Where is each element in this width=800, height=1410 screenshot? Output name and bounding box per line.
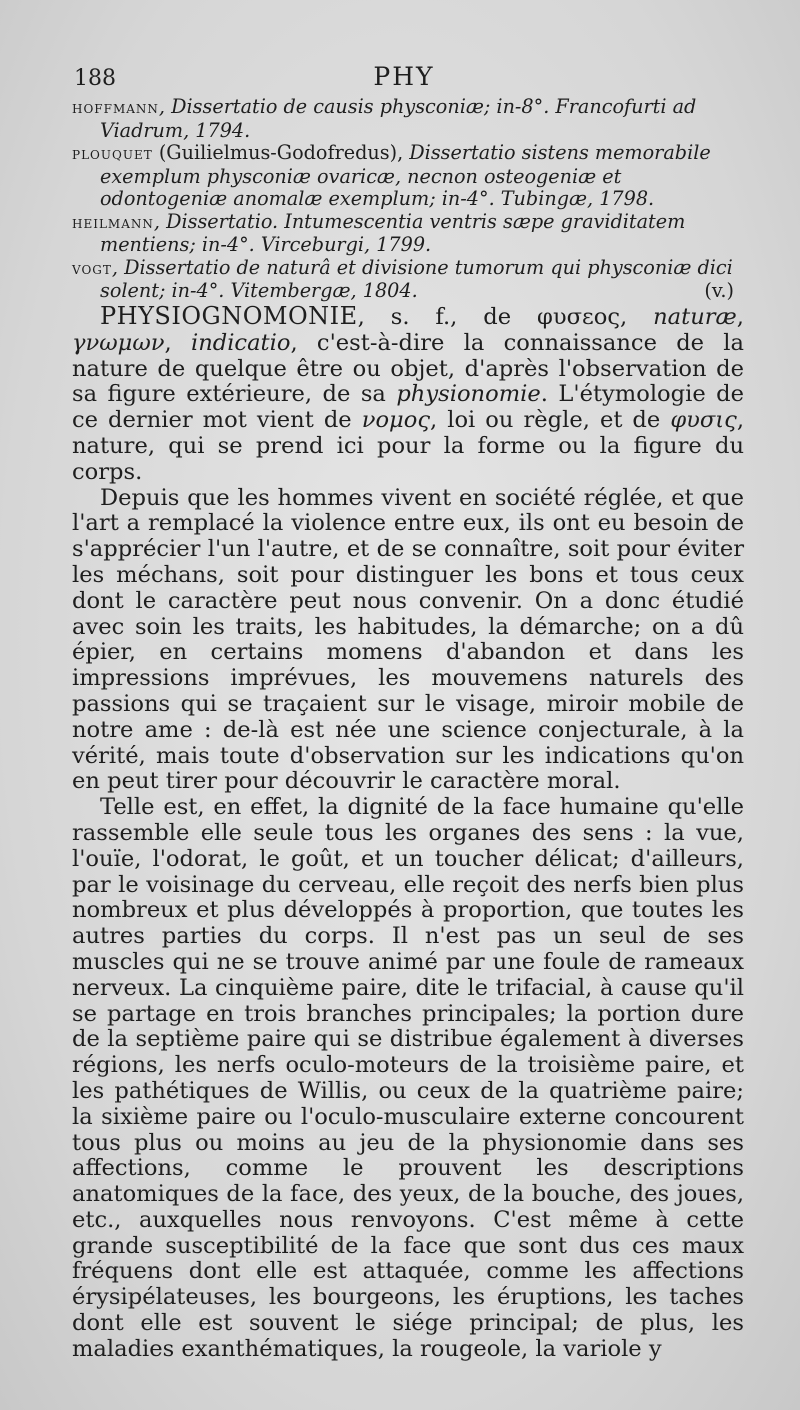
text-run: , loi ou règle, et de — [430, 407, 671, 434]
bibliography-entry — [72, 211, 740, 257]
article-paragraph: Telle est, en effet, la dignité de la face humaine qu'elle rassemble elle seule tous les organes des sens : la vue, l'ouïe, l'odorat, le goût, et un toucher délicat; d'ailleurs, par le voisinage du cerveau, elle reçoit des nerfs bien plus nombreux et plus développés à proportion, que toutes les autres parties du corps. Il n'est pas un seul de ses muscles qui ne se trouve animé par une foule de rameaux nerveux. La cinquième paire, dite le trifacial, à cause qu'il se partage en trois branches principales; la portion dure de la septième paire qui se distribue également à diverses régions, les nerfs oculo-moteurs de la troisième paire, et les pathétiques de Willis, ou ceux de la quatrième paire; la sixième paire ou l'oculo-musculaire externe concourent tous plus ou moins au jeu de la physionomie dans ses affections, comme le prouvent les descriptions anatomiques de la face, des yeux, de la bouche, des joues, etc., auxquelles nous renvoyons. C'est même à cette grande susceptibilité de la face que sont dus ces maux fréquens dont elle est attaquée, comme les affections érysipélateuses, les bourgeons, les éruptions, les taches dont elle est souvent le siége principal; de plus, les maladies exanthématiques, la rougeole, la variole y — [72, 794, 744, 1362]
headword: PHYSIOGNOMONIE — [100, 302, 358, 330]
bib-text: , Dissertatio de naturâ et divisione tumorum qui physconiæ dici solent; in-4°. Vitembergæ, 1804. — [100, 255, 733, 302]
bib-text: , Dissertatio. Intumescentia ventris sæpe graviditatem mentiens; in-4°. Virceburgi, 1799. — [100, 209, 686, 256]
bib-author: heilmann — [72, 212, 154, 233]
latin-word: indicatio — [190, 329, 291, 356]
text-run: , c'est-à-dire la connaissance de la nature de quelque être ou objet, d'après l'observation de sa figure extérieure, de sa — [72, 329, 744, 408]
bib-text-upright: (Guilielmus-Godofredus), — [152, 141, 410, 164]
page-number: 188 — [74, 66, 116, 91]
italic-word: physionomie — [396, 381, 541, 408]
greek-word: φυσεος — [537, 304, 620, 330]
latin-word: naturæ — [653, 304, 737, 330]
bib-text: Dissertatio sistens memorabile exemplum physconiæ ovaricæ, necnon osteogeniæ et odontogeniæ anomalæ exemplum; in-4°. Tubingæ, 1798. — [100, 141, 711, 210]
text-run: , nature, qui se prend ici pour la forme ou la figure du corps. — [72, 407, 744, 485]
bib-text: , Dissertatio de causis physconiæ; in-8°. Francofurti ad Viadrum, 1794. — [100, 95, 697, 142]
text-run: , s. f., de — [357, 304, 538, 330]
article-paragraph — [72, 304, 744, 486]
text-run: , — [164, 329, 191, 356]
greek-word: νομος — [361, 407, 430, 434]
bib-author: hoffmann — [72, 98, 159, 118]
bibliography-entry — [72, 96, 740, 142]
greek-word: γνωμων — [72, 329, 165, 356]
article-body — [72, 304, 744, 1363]
bib-author: plouquet — [72, 144, 153, 164]
text-run: . L'étymologie de ce dernier mot vient de — [72, 381, 744, 434]
text-run: , — [736, 304, 744, 330]
bibliography-entry — [72, 257, 740, 303]
author-signature: (v.) — [704, 279, 734, 302]
text-run: , — [619, 304, 654, 330]
bibliography — [72, 96, 740, 303]
running-head: PHY — [373, 62, 435, 91]
article-paragraph: Depuis que les hommes vivent en société réglée, et que l'art a remplacé la violence entre eux, ils ont eu besoin de s'apprécier l'un l'autre, et de se connaître, soit pour éviter les méchans, soit pour distinguer les bons et tous ceux dont le caractère peut nous convenir. On a donc étudié avec soin les traits, les habitudes, la démarche; on a dû épier, en certains momens d'abandon et dans les impressions imprévues, les mouvemens naturels des passions qui se traçaient sur le visage, miroir mobile de notre ame : de-là est née une science conjecturale, à la vérité, mais toute d'observation sur les indications qu'on en peut tirer pour découvrir le caractère moral. — [72, 484, 744, 795]
greek-word: φυσις — [670, 407, 737, 434]
page-header — [74, 62, 734, 94]
bibliography-entry — [72, 142, 740, 211]
bib-author: vogt — [72, 258, 112, 279]
